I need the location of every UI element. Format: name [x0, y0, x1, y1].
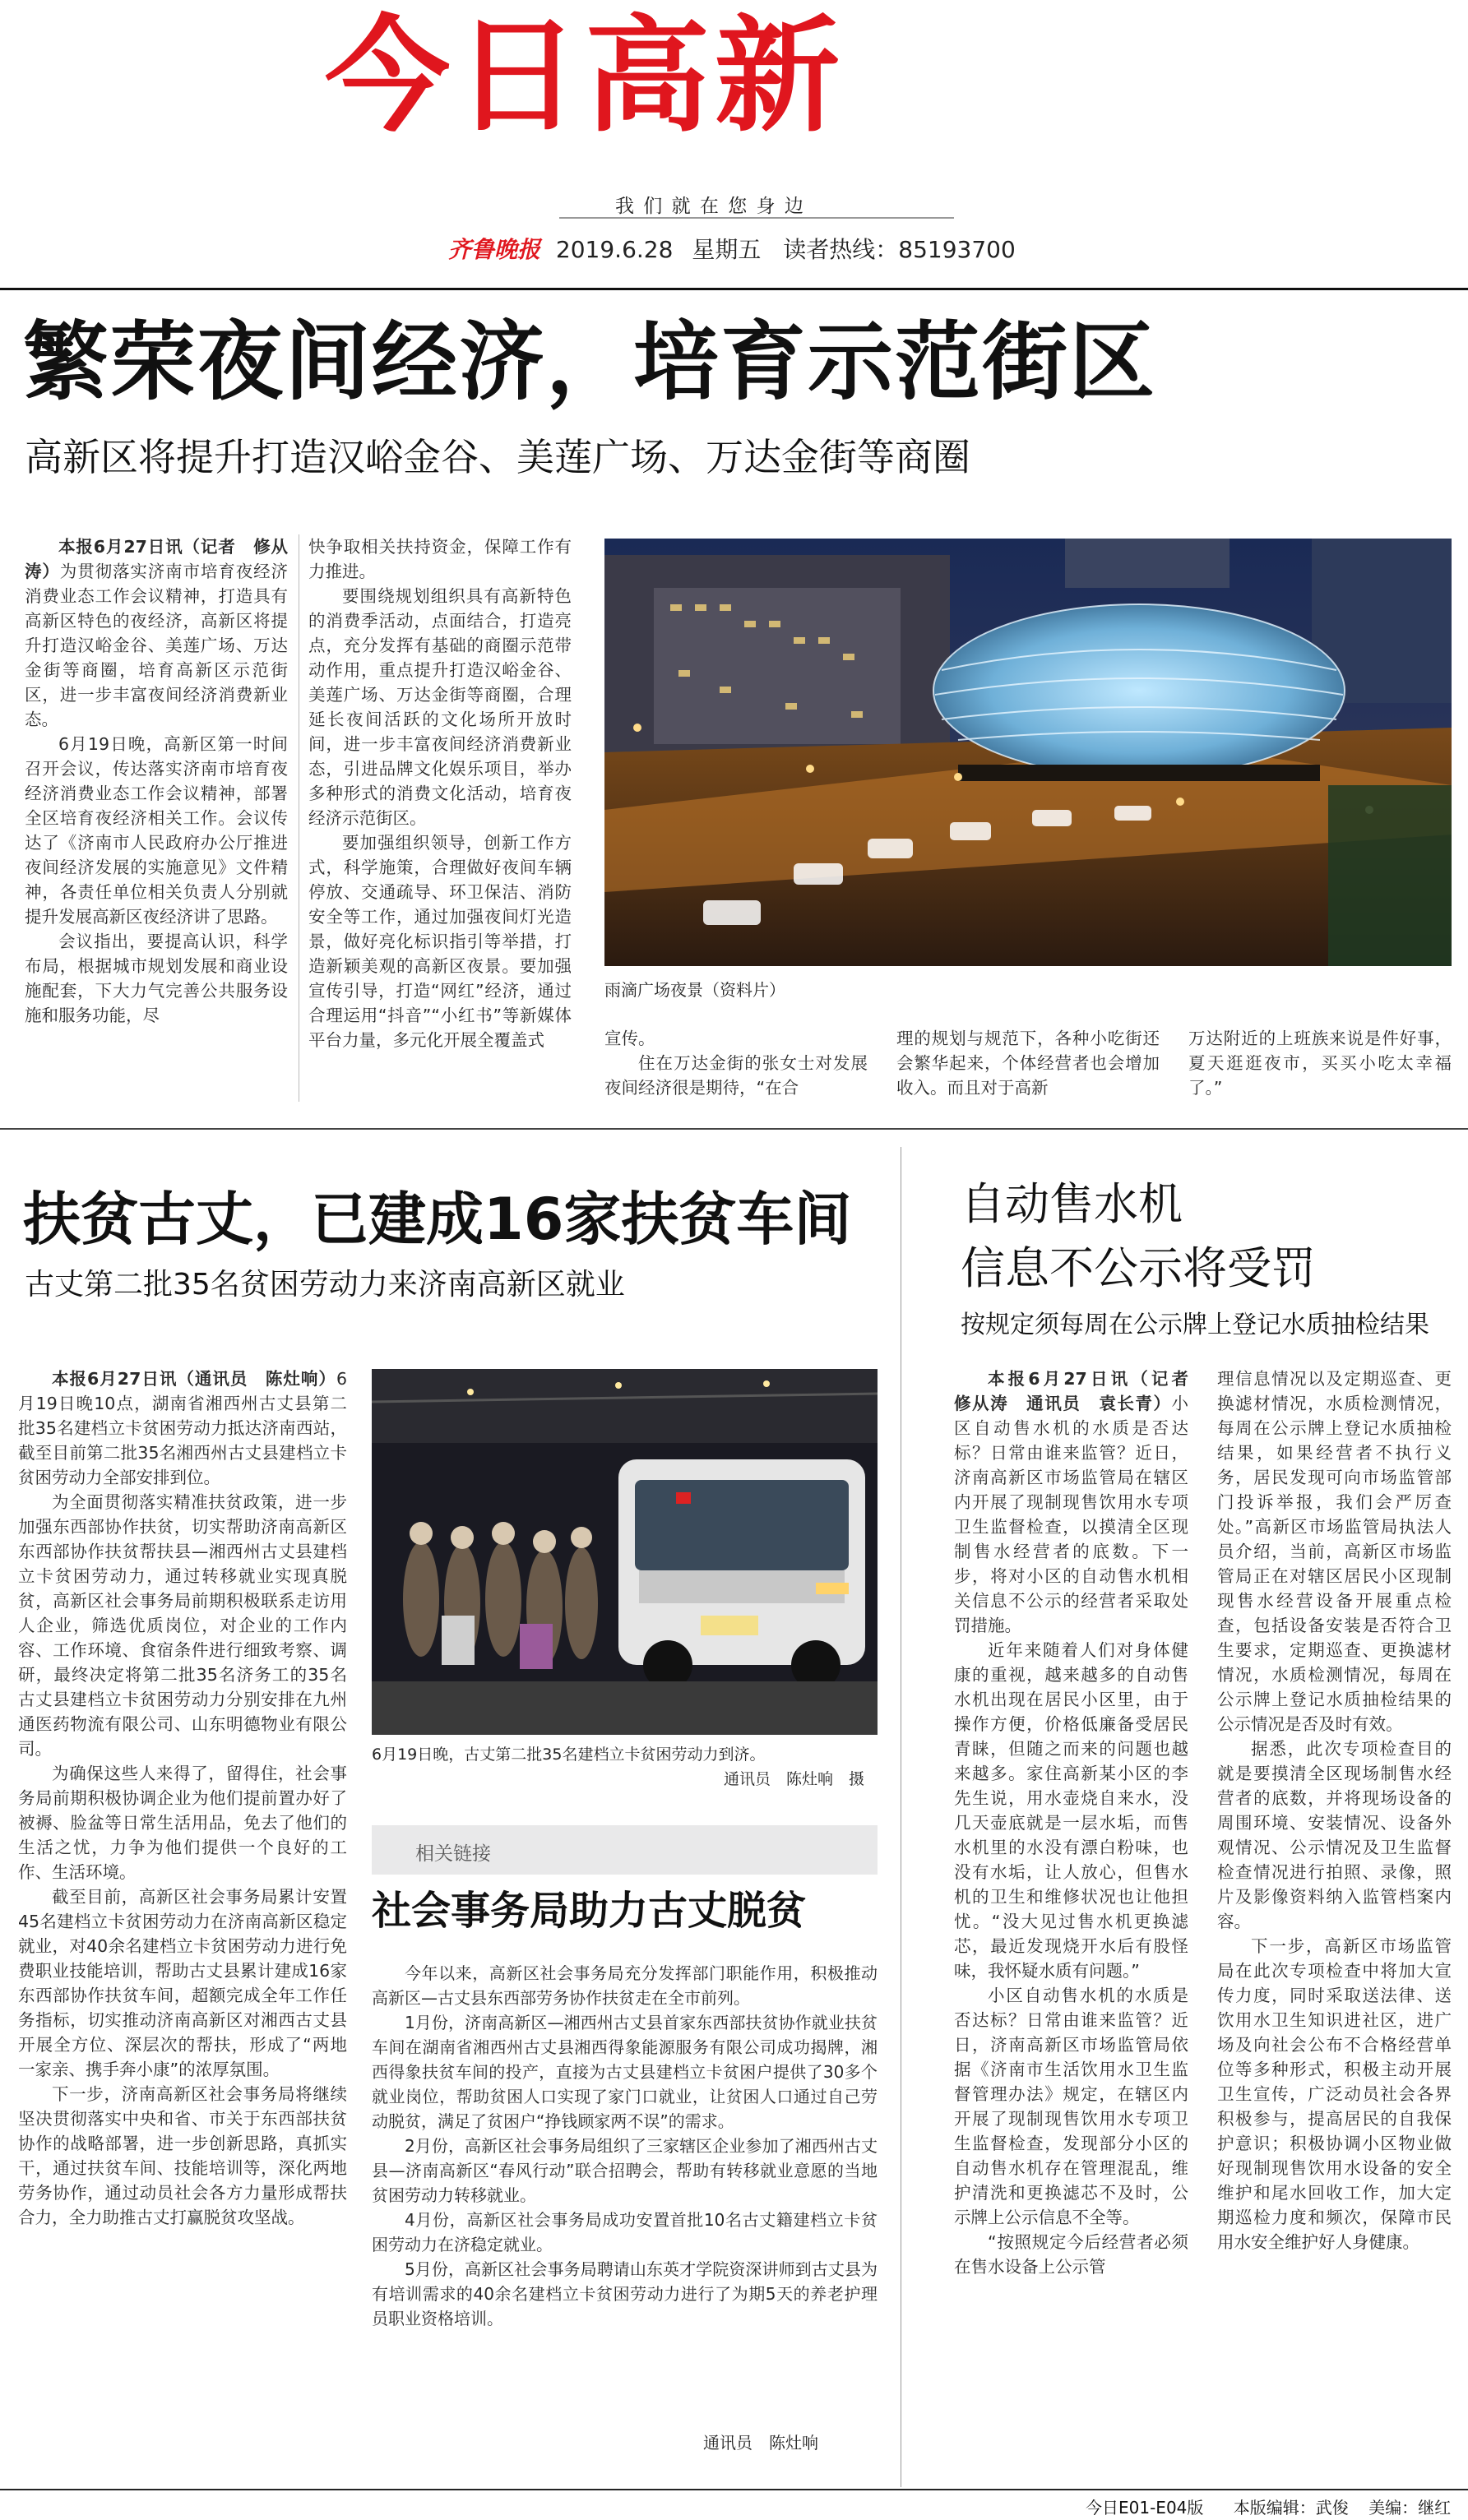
- masthead-slogan-line: [559, 217, 954, 219]
- article3-headline-line2: 信息不公示将受罚: [961, 1242, 1316, 1294]
- article1-column-1: [25, 534, 288, 1102]
- article1-para: 会议指出，要提高认识，科学布局，根据城市规划发展和商业设施配套，下大力气完善公共服务设施和服务功能，尽: [25, 932, 288, 1025]
- article3-para: “按照规定今后经营者必须在售水设备上公示管: [954, 2232, 1188, 2277]
- article2-para: 截至目前，高新区社会事务局累计安置45名建档立卡贫困劳动力在济南高新区稳定就业，对40余名建档立卡贫困劳动力进行免费职业技能培训，帮助古丈县累计建成16家东西部协作扶贫车间，超额完成全年工作任务指标，切实推动济南高新区对湘西古丈县开展全方位、深层次的帮扶，形成了“两地一家亲、携手奔小康”的浓厚氛围。: [18, 1887, 347, 2079]
- footer-editor: 本版编辑：武俊: [1233, 2498, 1349, 2518]
- masthead-title: 今日高新: [325, 3, 845, 149]
- article1-para: 要加强组织领导，创新工作方式，科学施策，合理做好夜间车辆停放、交通疏导、环卫保洁、消防安全等工作，通过加强夜间灯光造景，做好亮化标识指引等举措，打造新颖美观的高新区夜景。要加强宣传引导，打造“网红”经济，通过合理运用“抖音”“小红书”等新媒体平台力量，多元化开展全覆盖式: [308, 833, 572, 1050]
- article2-lead: 本报6月27日讯（通讯员 陈灶响）: [52, 1369, 336, 1389]
- article1-lead: 本报6月27日讯（记者 修从涛）: [25, 537, 288, 581]
- article1-headline: 繁荣夜间经济，培育示范街区: [23, 312, 1157, 412]
- reader-hotline: 读者热线：85193700: [783, 236, 1016, 263]
- article3-para: 近年来随着人们对身体健康的重视，越来越多的自动售水机出现在居民小区里，由于操作方便，价格低廉备受居民青睐，但随之而来的问题也越来越多。家住高新某小区的李先生说，用水壶烧自来水，没几天壶底就是一层水垢，而售水机里的水没有漂白粉味，也没有水垢，让人放心，但售水机的卫生和维修状况也让他担忧。“没大见过售水机更换滤芯，最近发现烧开水后有股怪味，我怀疑水质有问题。”: [954, 1640, 1188, 1981]
- article2-para: 6月19日晚10点，湖南省湘西州古丈县第二批35名建档立卡贫困劳动力抵达济南西站，截至目前第二批35名湘西州古丈县建档立卡贫困劳动力全部安排到位。: [18, 1369, 347, 1487]
- article1-column-3: [604, 1026, 868, 1100]
- sidebar-credit: 通讯员 陈灶响: [703, 2433, 818, 2453]
- article2-column-1: [18, 1366, 347, 2472]
- article1-photo: [604, 539, 1452, 966]
- footer-info: [1086, 2495, 1451, 2518]
- article3-column-1: [954, 1366, 1206, 2476]
- article3-para: 小区自动售水机的水质是否达标？日常由谁来监管？近日，济南高新区市场监管局依据《济南市生活饮用水卫生监督管理办法》规定，在辖区内开展了现制现售饮用水专项卫生监督检查，发现部分小区的自动售水机存在管理混乱，维护清洗和更换滤芯不及时，公示牌上公示信息不全等。: [954, 1986, 1188, 2227]
- sidebar-body: [372, 1961, 878, 2421]
- sidebar-headline: 社会事务局助力古丈脱贫: [372, 1888, 807, 1934]
- article3-lead: 本报6月27日讯（记者 修从涛 通讯员 袁长青）: [954, 1369, 1206, 1413]
- article1-photo-caption: 雨滴广场夜景（资料片）: [604, 980, 785, 1000]
- article1-para: 6月19日晚，高新区第一时间召开会议，传达落实济南市培育夜经济消费业态工作会议精神，部署全区培育夜经济相关工作。会议传达了《济南市人民政府办公厅推进夜间经济发展的实施意见》文件精神，各责任单位相关负责人分别就提升发展高新区夜经济讲了思路。: [25, 734, 288, 927]
- section-divider: [0, 1128, 1468, 1130]
- article2-photo: [372, 1369, 878, 1735]
- article1-subhead: 高新区将提升打造汉峪金谷、美莲广场、万达金街等商圈: [25, 435, 970, 479]
- issue-date: 2019.6.28: [555, 236, 674, 263]
- sidebar-para: 今年以来，高新区社会事务局充分发挥部门职能作用，积极推动高新区—古丈县东西部劳务协作扶贫走在全市前列。: [372, 1963, 878, 2008]
- article3-subhead: 按规定须每周在公示牌上登记水质抽检结果: [961, 1311, 1429, 1339]
- sidebar-para: 2月份，高新区社会事务局组织了三家辖区企业参加了湘西州古丈县—济南高新区“春风行动”联合招聘会，帮助有转移就业意愿的当地贫困劳动力转移就业。: [372, 2136, 878, 2205]
- sidebar-para: 5月份，高新区社会事务局聘请山东英才学院资深讲师到古丈县为有培训需求的40余名建档立卡贫困劳动力进行了为期5天的养老护理员职业资格培训。: [372, 2259, 878, 2328]
- bus-arrival-image: [372, 1369, 878, 1735]
- article2-photo-credit: 通讯员 陈灶响 摄: [724, 1770, 865, 1788]
- issue-weekday: 星期五: [692, 236, 762, 263]
- article3-para: 下一步，高新区市场监管局在此次专项检查中将加大宣传力度，同时采取送法律、送饮用水卫生知识进社区，进广场及向社会公布不合格经营单位等多种形式，积极主动开展卫生宣传，广泛动员社会各界积极参与，提高居民的自我保护意识；积极协调小区物业做好现制现售饮用水设备的安全维护和尾水回收工作，加大定期巡检力度和频次，保障市民用水安全维护好人身健康。: [1217, 1936, 1452, 2252]
- sidebar-tag: 相关链接: [415, 1843, 491, 1865]
- footer-edition: 今日E01-E04版: [1086, 2498, 1204, 2518]
- footer-designer: 美编：继红: [1368, 2498, 1452, 2518]
- article1-para: 宣传。: [604, 1029, 655, 1048]
- article2-para: 下一步，济南高新区社会事务局将继续坚决贯彻落实中央和省、市关于东西部扶贫协作的战略部署，进一步创新思路，真抓实干，通过扶贫车间、技能培训等，深化两地劳务协作，通过动员社会各方力量形成帮扶合力，全力助推古丈打赢脱贫攻坚战。: [18, 2084, 347, 2227]
- article3-para: 小区自动售水机的水质是否达标？日常由谁来监管？近日，济南高新区市场监管局在辖区内开展了现制现售饮用水专项卫生监督检查，以摸清全区现制售水经营者的底数。下一步，将对小区的自动售水机相关信息不公示的经营者采取处罚措施。: [954, 1394, 1188, 1635]
- article1-para: 为贯彻落实济南市培育夜经济消费业态工作会议精神，打造具有高新区特色的夜经济，高新区将提升打造汉峪金谷、美莲广场、万达金街等商圈，培育高新区示范街区，进一步丰富夜间经济消费新业态。: [25, 562, 289, 729]
- article3-headline-line1: 自动售水机: [961, 1178, 1183, 1230]
- sidebar-para: 4月份，高新区社会事务局成功安置首批10名古丈籍建档立卡贫困劳动力在济稳定就业。: [372, 2210, 878, 2254]
- article2-headline: 扶贫古丈，已建成16家扶贫车间: [23, 1186, 852, 1253]
- article2-para: 为确保这些人来得了，留得住，社会事务局前期积极协调企业为他们提前置办好了被褥、脸盆等日常生活用品，免去了他们的生活之忧，力争为他们提供一个良好的工作、生活环境。: [18, 1764, 347, 1882]
- article2-photo-caption: 6月19日晚，古丈第二批35名建档立卡贫困劳动力到济。: [372, 1746, 766, 1764]
- article2-para: 为全面贯彻落实精准扶贫政策，进一步加强东西部协作扶贫，切实帮助济南高新区东西部协作扶贫帮扶县—湘西州古丈县建档立卡贫困劳动力，通过转移就业实现真脱贫，高新区社会事务局前期积极联系走访用人企业，筛选优质岗位，对企业的工作内容、工作环境、食宿条件进行细致考察、调研，最终决定将第二批35名济务工的35名古丈县建档立卡贫困劳动力分别安排在九州通医药物流有限公司、山东明德物业有限公司。: [18, 1492, 347, 1759]
- article2-subhead: 古丈第二批35名贫困劳动力来济南高新区就业: [25, 1268, 625, 1302]
- article3-column-2: [1217, 1366, 1452, 2476]
- article3-para: 据悉，此次专项检查目的就是要摸清全区现场制售水经营者的底数，并将现场设备的周围环境、安装情况、设备外观情况、公示情况及卫生监督检查情况进行拍照、录像，照片及影像资料纳入监管档案内容。: [1217, 1739, 1452, 1931]
- night-plaza-image: [604, 539, 1452, 966]
- article1-para: 要围绕规划组织具有高新特色的消费季活动，点面结合，打造亮点，充分发挥有基础的商圈示范带动作用，重点提升打造汉峪金谷、美莲广场、万达金街等商圈，合理延长夜间活跃的文化场所开放时间，进一步丰富夜间经济消费新业态，引进品牌文化娱乐项目，举办多种形式的消费文化活动，培育夜经济示范街区。: [308, 586, 572, 828]
- article1-column-2: [308, 534, 572, 1102]
- article3-para: 理信息情况以及定期巡查、更换滤材情况，水质检测情况，每周在公示牌上登记水质抽检结果，如果经营者不执行义务，居民发现可向市场监管部门投诉举报，我们会严厉查处。”高新区市场监管局执法人员介绍，当前，高新区市场监管局正在对辖区居民小区现制现售水经营设备开展重点检查，包括设备安装是否符合卫生要求，定期巡查、更换滤材情况，水质检测情况，每周在公示牌上登记水质抽检结果的公示情况是否及时有效。: [1217, 1369, 1452, 1734]
- footer-divider: [0, 2489, 1468, 2490]
- article1-para: 快争取相关扶持资金，保障工作有力推进。: [308, 537, 572, 581]
- sidebar-para: 1月份，济南高新区—湘西州古丈县首家东西部扶贫协作就业扶贫车间在湖南省湘西州古丈县湘西得象能源服务有限公司成功揭牌，湘西得象扶贫车间的投产，直接为古丈县建档立卡贫困户提供了30多个就业岗位，帮助贫困人口实现了家门口就业，让贫困人口通过自己劳动脱贫，满足了贫困户“挣钱顾家两不误”的需求。: [372, 2013, 878, 2131]
- article1-para: 万达附近的上班族来说是件好事，夏天逛逛夜市，买买小吃太幸福了。”: [1188, 1029, 1452, 1098]
- masthead-info: [448, 232, 1016, 265]
- masthead-slogan: 我 们 就 在 您 身 边: [615, 196, 805, 217]
- article1-para: 理的规划与规范下，各种小吃街还会繁华起来，个体经营者也会增加收入。而且对于高新: [896, 1029, 1160, 1098]
- article1-column-4: [896, 1026, 1160, 1100]
- masthead-divider: [0, 288, 1468, 290]
- article1-para: 住在万达金街的张女士对发展夜间经济很是期待，“在合: [604, 1053, 868, 1098]
- paper-logo: 齐鲁晚报: [448, 236, 541, 263]
- article1-column-5: [1188, 1026, 1452, 1100]
